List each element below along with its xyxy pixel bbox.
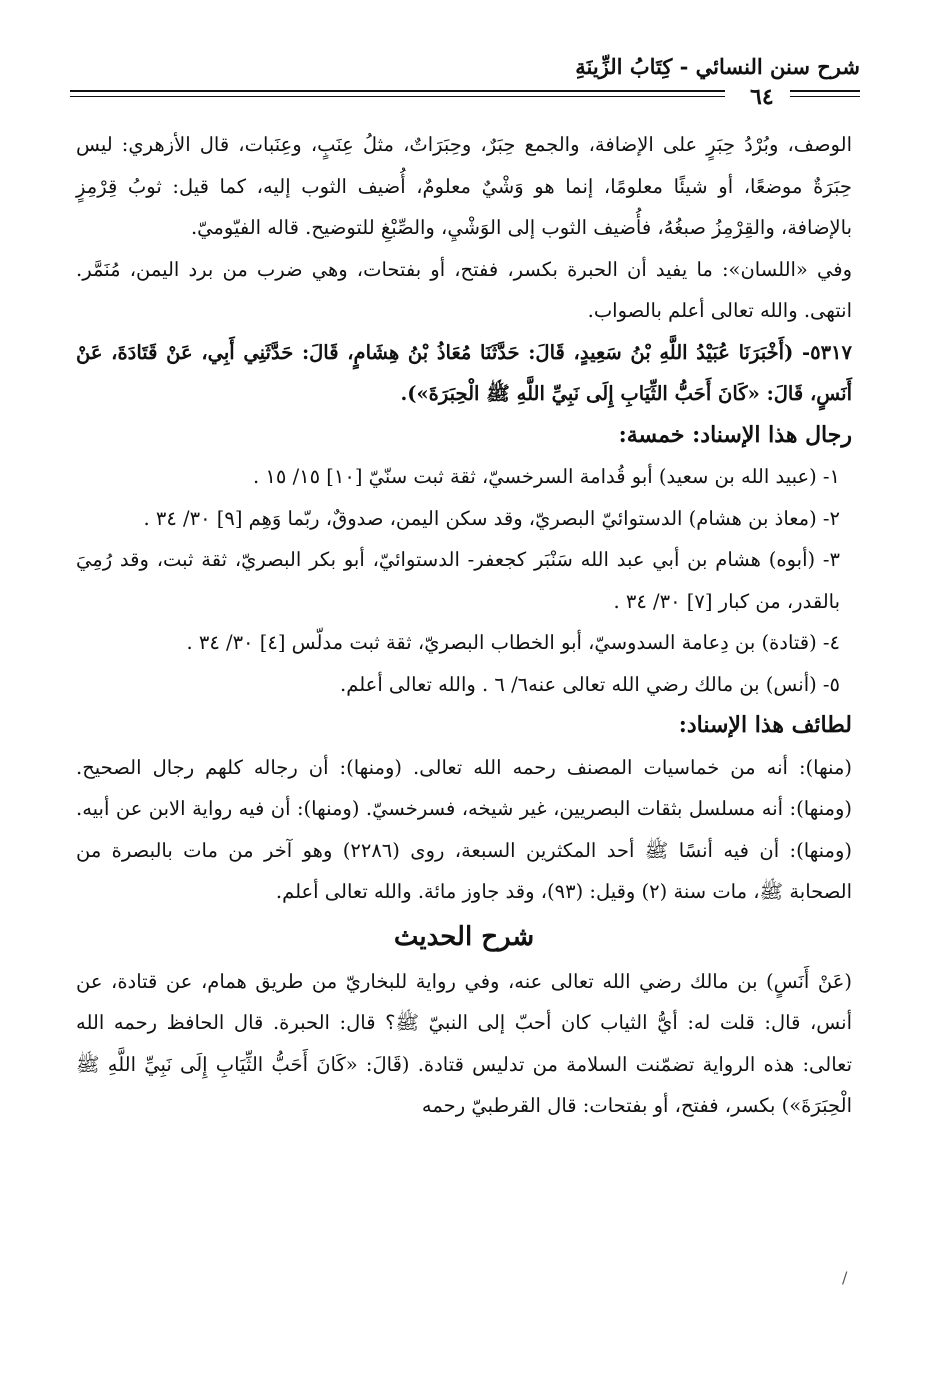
section-heading-commentary: شرح الحديث (393, 921, 535, 952)
narrator-item: ١- (عبيد الله بن سعيد) أبو قُدامة السرخسيّ، ثقة ثبت سنّيّ [١٠] ١٥/ ١٥ . (253, 465, 840, 488)
narrator-item: ٤- (قتادة) بن دِعامة السدوسيّ، أبو الخطاب البصريّ، ثقة ثبت مدلّس [٤] ٣٠/ ٣٤ . (186, 631, 840, 654)
page-header (70, 50, 860, 110)
hadith-text: ٥٣١٧- (أَخْبَرَنَا عُبَيْدُ اللَّهِ بْنُ سَعِيدٍ، قَالَ: حَدَّثَنَا مُعَاذُ بْنُ هِشَامٍ، قَالَ: حَدَّثَنِي أَبِي، عَنْ قَتَادَةَ، عَنْ أَنَسٍ، قَالَ: «كَانَ أَحَبُّ الثِّيَابِ إِلَى نَبِيِّ اللَّهِ ﷺ الْحِبَرَةَ»). (76, 340, 852, 405)
paragraph: الوصف، وبُرْدُ حِبَرٍ على الإضافة، والجمع حِبَرٌ، وحِبَرَاتٌ، مثلُ عِنَبٍ، وعِنَبات، قال الأزهري: ليس حِبَرَةٌ موضعًا، أو شيئًا معلومًا، إنما هو وَشْيٌ معلومٌ، أُضيف الثوب إليه، كما قيل: ثوبُ قِرْمِزٍ بالإضافة، والقِرْمِزُ صبغُهُ، فأُضيف الثوب إلى الوَشْيِ، والصِّبْغِ للتوضيح. قاله الفيّوميّ. (76, 133, 852, 239)
stray-pen-mark: / (842, 1268, 848, 1287)
header-rule (790, 90, 860, 92)
header-rule (790, 96, 860, 97)
header-rule (70, 90, 725, 92)
narrator-item: ٢- (معاذ بن هشام) الدستوائيّ البصريّ، وقد سكن اليمن، صدوقٌ، ربّما وَهِم [٩] ٣٠/ ٣٤ . (143, 506, 840, 530)
header-rule (70, 96, 725, 97)
section-heading-subtleties: لطائف هذا الإسناد: (678, 712, 852, 738)
narrator-item: ٣- (أبوه) هشام بن أبي عبد الله سَنْبَر كجعفر- الدستوائيّ، أبو بكر البصريّ، ثقة ثبت، وقد رُمِيَ بالقدر، من كبار [٧] ٣٠/ ٣٤ . (76, 548, 840, 613)
paragraph: وفي «اللسان»: ما يفيد أن الحبرة بكسر، ففتح، أو بفتحات، وهي ضرب من برد اليمن، مُنَمَّر. انتهى. والله تعالى أعلم بالصواب. (76, 257, 852, 322)
page-body (76, 124, 852, 1127)
commentary-text: (عَنْ أَنَسٍ) بن مالك رضي الله تعالى عنه، وفي رواية للبخاريّ من طريق همام، عن قتادة، عن أنس، قال: قلت له: أيُّ الثياب كان أحبّ إلى النبيّ ﷺ؟ قال: الحبرة. قال الحافظ رحمه الله تعالى: هذه الرواية تضمّنت السلامة من تدليس قتادة. (قَالَ: «كَانَ أَحَبُّ الثِّيَابِ إِلَى نَبِيِّ اللَّهِ ﷺ الْحِبَرَةَ») بكسر، ففتح، أو بفتحات: قال القرطبيّ رحمه (76, 969, 852, 1117)
section-heading-narrators: رجال هذا الإسناد: خمسة: (618, 421, 852, 448)
narrator-item: ٥- (أنس) بن مالك رضي الله تعالى عنه٦/ ٦ . والله تعالى أعلم. (340, 672, 840, 696)
subtleties-text: (منها): أنه من خماسيات المصنف رحمه الله تعالى. (ومنها): أن رجاله كلهم رجال الصحيح. (ومنها): أنه مسلسل بثقات البصريين، غير شيخه، فسرخسيّ. (ومنها): أن فيه رواية الابن عن أبيه. (ومنها): أن فيه أنسًا ﷺ أحد المكثرين السبعة، روى (٢٢٨٦) وهو آخر من مات بالبصرة من الصحابة ﷺ، مات سنة (٢) وقيل: (٩٣)، وقد جاوز مائة. والله تعالى أعلم. (76, 755, 852, 903)
page-number: ٦٤ (740, 84, 784, 110)
running-title: شرح سنن النسائي - كِتَابُ الزِّينَةِ (575, 54, 860, 79)
